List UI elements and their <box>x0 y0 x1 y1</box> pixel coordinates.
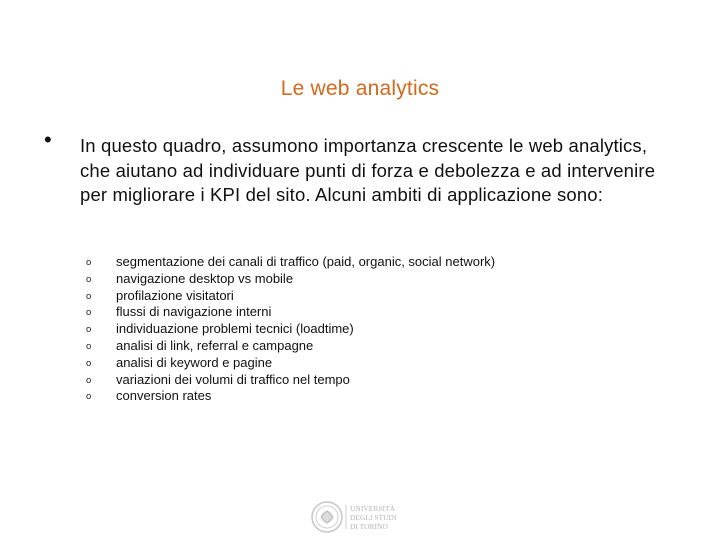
list-item <box>86 271 646 288</box>
list-item <box>86 355 646 372</box>
list-item <box>86 372 646 389</box>
list-item <box>86 254 646 271</box>
sub-bullet-marker: o <box>86 324 92 336</box>
list-item-text: flussi di navigazione interni <box>116 304 272 320</box>
list-item-text: variazioni dei volumi di traffico nel tempo <box>116 371 350 387</box>
list-item <box>86 338 646 355</box>
sub-bullet-marker: o <box>86 391 92 403</box>
list-item <box>86 304 646 321</box>
list-item-text: individuazione problemi tecnici (loadtime) <box>116 321 354 337</box>
main-bullet-marker: • <box>44 127 52 152</box>
logo-line-1: UNIVERSITÀ <box>350 504 395 513</box>
list-item-text: navigazione desktop vs mobile <box>116 270 294 286</box>
sub-bullet-marker: o <box>86 273 92 285</box>
sub-bullet-marker: o <box>86 340 92 352</box>
list-item <box>86 321 646 338</box>
university-seal-icon <box>310 500 406 534</box>
sub-bullet-marker: o <box>86 257 92 268</box>
list-item <box>86 288 646 305</box>
sub-bullet-marker: o <box>86 307 92 319</box>
list-item-text: conversion rates <box>116 388 212 404</box>
list-item-text: analisi di keyword e pagine <box>116 354 273 370</box>
sub-bullet-marker: o <box>86 357 92 369</box>
list-item-text: segmentazione dei canali di traffico (paid, organic, social network) <box>116 254 496 269</box>
logo-line-3: DI TORINO <box>350 522 388 531</box>
intro-paragraph: In questo quadro, assumono importanza crescente le web analytics, che aiutano ad individuare punti di forza e debolezza e ad intervenire per migliorare i KPI del sito. Alcuni ambiti di applicazione sono: <box>80 135 656 205</box>
slide-title: Le web analytics <box>280 77 440 100</box>
list-item-text: profilazione visitatori <box>116 287 234 303</box>
list-item-text: analisi di link, referral e campagne <box>116 337 314 353</box>
sub-bullet-marker: o <box>86 290 92 302</box>
sub-bullet-list <box>86 254 646 405</box>
university-logo <box>310 500 406 534</box>
logo-line-2: DEGLI STUDI <box>350 513 397 522</box>
sub-bullet-marker: o <box>86 374 92 386</box>
list-item <box>86 388 646 405</box>
